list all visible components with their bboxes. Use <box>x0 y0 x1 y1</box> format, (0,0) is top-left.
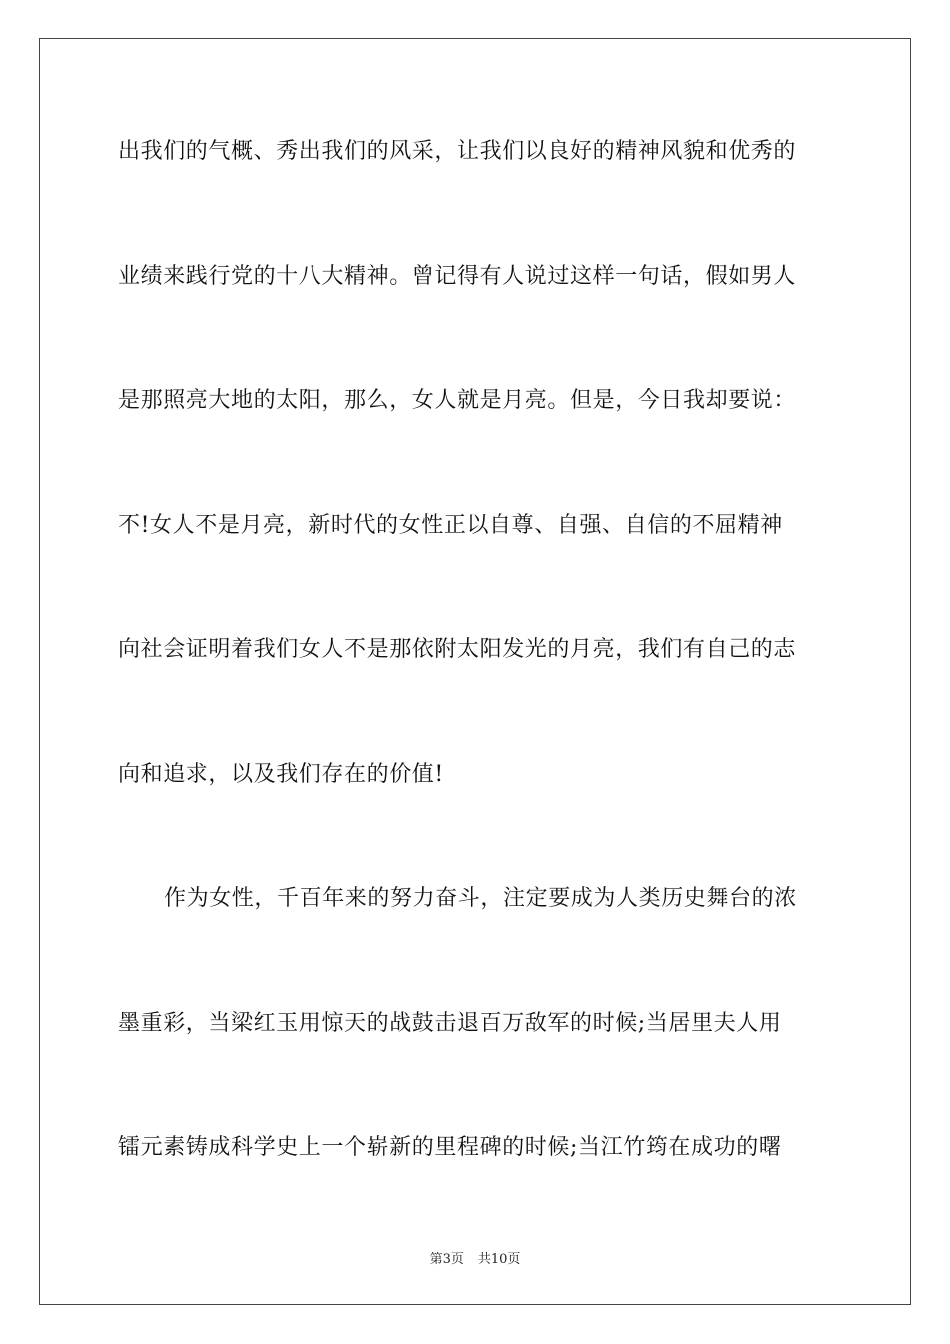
text-line-7-paragraph-start: 作为女性，千百年来的努力奋斗，注定要成为人类历史舞台的浓 <box>164 886 797 911</box>
text-line-2: 业绩来践行党的十八大精神。曾记得有人说过这样一句话，假如男人 <box>118 263 797 289</box>
text-line-8: 墨重彩，当梁红玉用惊天的战鼓击退百万敌军的时候;当居里夫人用 <box>118 1010 782 1036</box>
page-number: 第3页 <box>429 1252 464 1267</box>
page-footer <box>0 1248 950 1267</box>
text-line-6: 向和追求，以及我们存在的价值! <box>118 761 444 787</box>
text-line-1: 出我们的气概、秀出我们的风采，让我们以良好的精神风貌和优秀的 <box>118 139 797 164</box>
text-line-9: 镭元素铸成科学史上一个崭新的里程碑的时候;当江竹筠在成功的曙 <box>118 1135 782 1160</box>
document-body <box>118 126 838 1247</box>
page-total: 共10页 <box>477 1252 521 1267</box>
text-line-5: 向社会证明着我们女人不是那依附太阳发光的月亮，我们有自己的志 <box>118 637 797 662</box>
text-line-4: 不!女人不是月亮，新时代的女性正以自尊、自强、自信的不屈精神 <box>118 512 783 538</box>
text-line-3: 是那照亮大地的太阳，那么，女人就是月亮。但是，今日我却要说： <box>118 388 797 413</box>
